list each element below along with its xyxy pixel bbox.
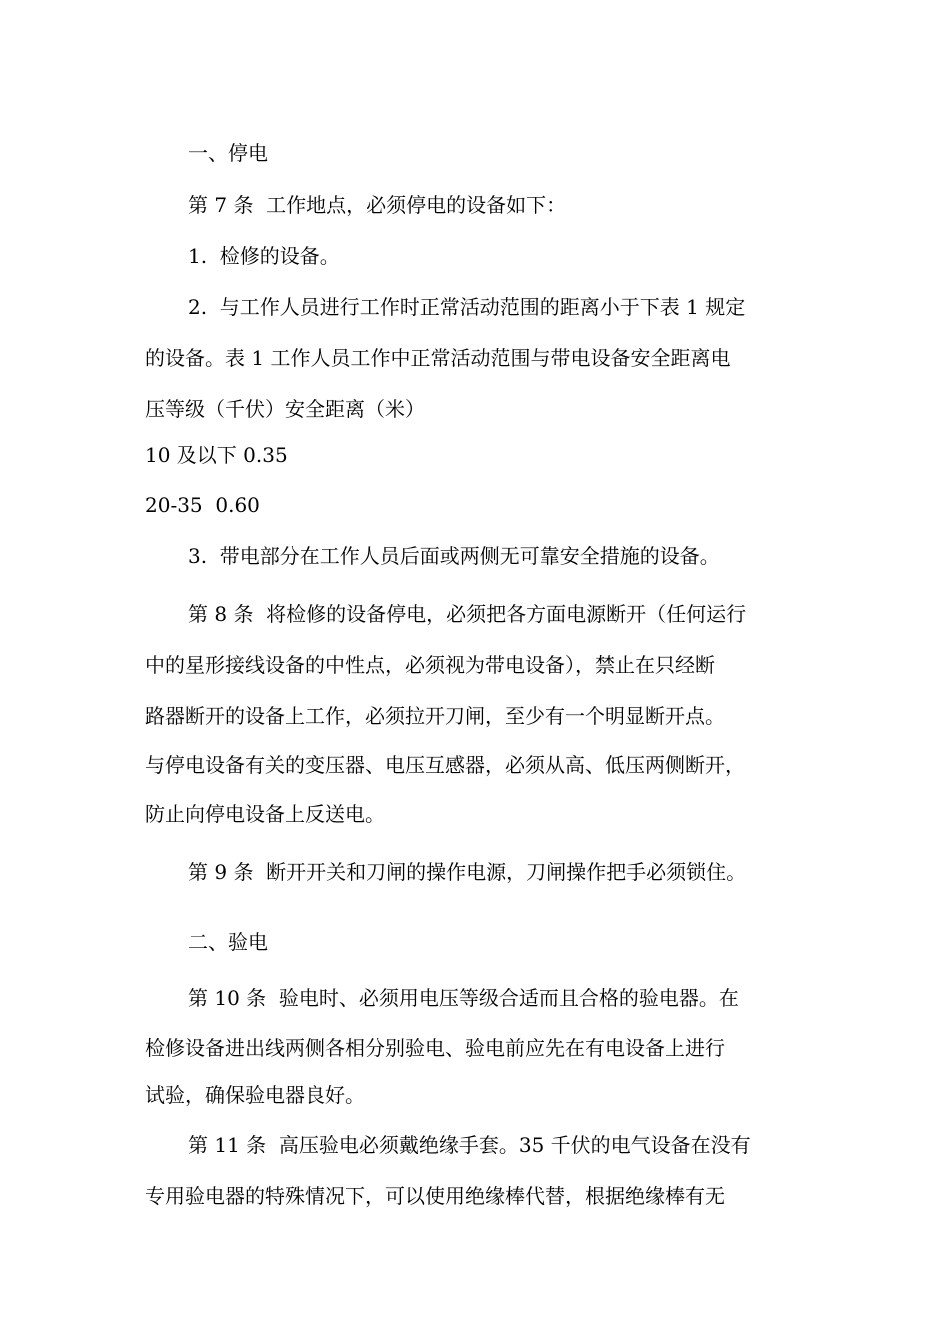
article-8-line-1: 第 8 条 将检修的设备停电，必须把各方面电源断开（任何运行: [188, 602, 747, 626]
section-heading-power-off: 一、停电: [188, 141, 268, 165]
section-heading-voltage-test: 二、验电: [188, 930, 268, 954]
list-item-2-line-3: 压等级（千伏）安全距离（米）: [145, 397, 425, 421]
article-11-line-2: 专用验电器的特殊情况下，可以使用绝缘棒代替，根据绝缘棒有无: [145, 1184, 725, 1208]
list-item-2-line-2: 的设备。表 1 工作人员工作中正常活动范围与带电设备安全距离电: [145, 346, 731, 370]
article-8-line-5: 防止向停电设备上反送电。: [145, 802, 385, 826]
article-10-line-2: 检修设备进出线两侧各相分别验电、验电前应先在有电设备上进行: [145, 1036, 725, 1060]
article-8-line-3: 路器断开的设备上工作，必须拉开刀闸，至少有一个明显断开点。: [145, 704, 725, 728]
list-item-3: 3. 带电部分在工作人员后面或两侧无可靠安全措施的设备。: [188, 544, 720, 568]
article-11-line-1: 第 11 条 高压验电必须戴绝缘手套。35 千伏的电气设备在没有: [188, 1133, 751, 1157]
list-item-1: 1. 检修的设备。: [188, 244, 340, 268]
article-8-line-2: 中的星形接线设备的中性点，必须视为带电设备），禁止在只经断: [145, 653, 715, 677]
article-9-line: 第 9 条 断开开关和刀闸的操作电源，刀闸操作把手必须锁住。: [188, 860, 747, 884]
article-8-line-4: 与停电设备有关的变压器、电压互感器，必须从高、低压两侧断开，: [145, 753, 745, 777]
table-row-10kv: 10 及以下 0.35: [145, 443, 288, 467]
list-item-2-line-1: 2. 与工作人员进行工作时正常活动范围的距离小于下表 1 规定: [188, 295, 746, 319]
table-row-20-35kv: 20-35 0.60: [145, 493, 260, 517]
article-7-line: 第 7 条 工作地点，必须停电的设备如下：: [188, 193, 567, 217]
article-10-line-3: 试验，确保验电器良好。: [145, 1083, 365, 1107]
article-10-line-1: 第 10 条 验电时、必须用电压等级合适而且合格的验电器。在: [188, 986, 739, 1010]
